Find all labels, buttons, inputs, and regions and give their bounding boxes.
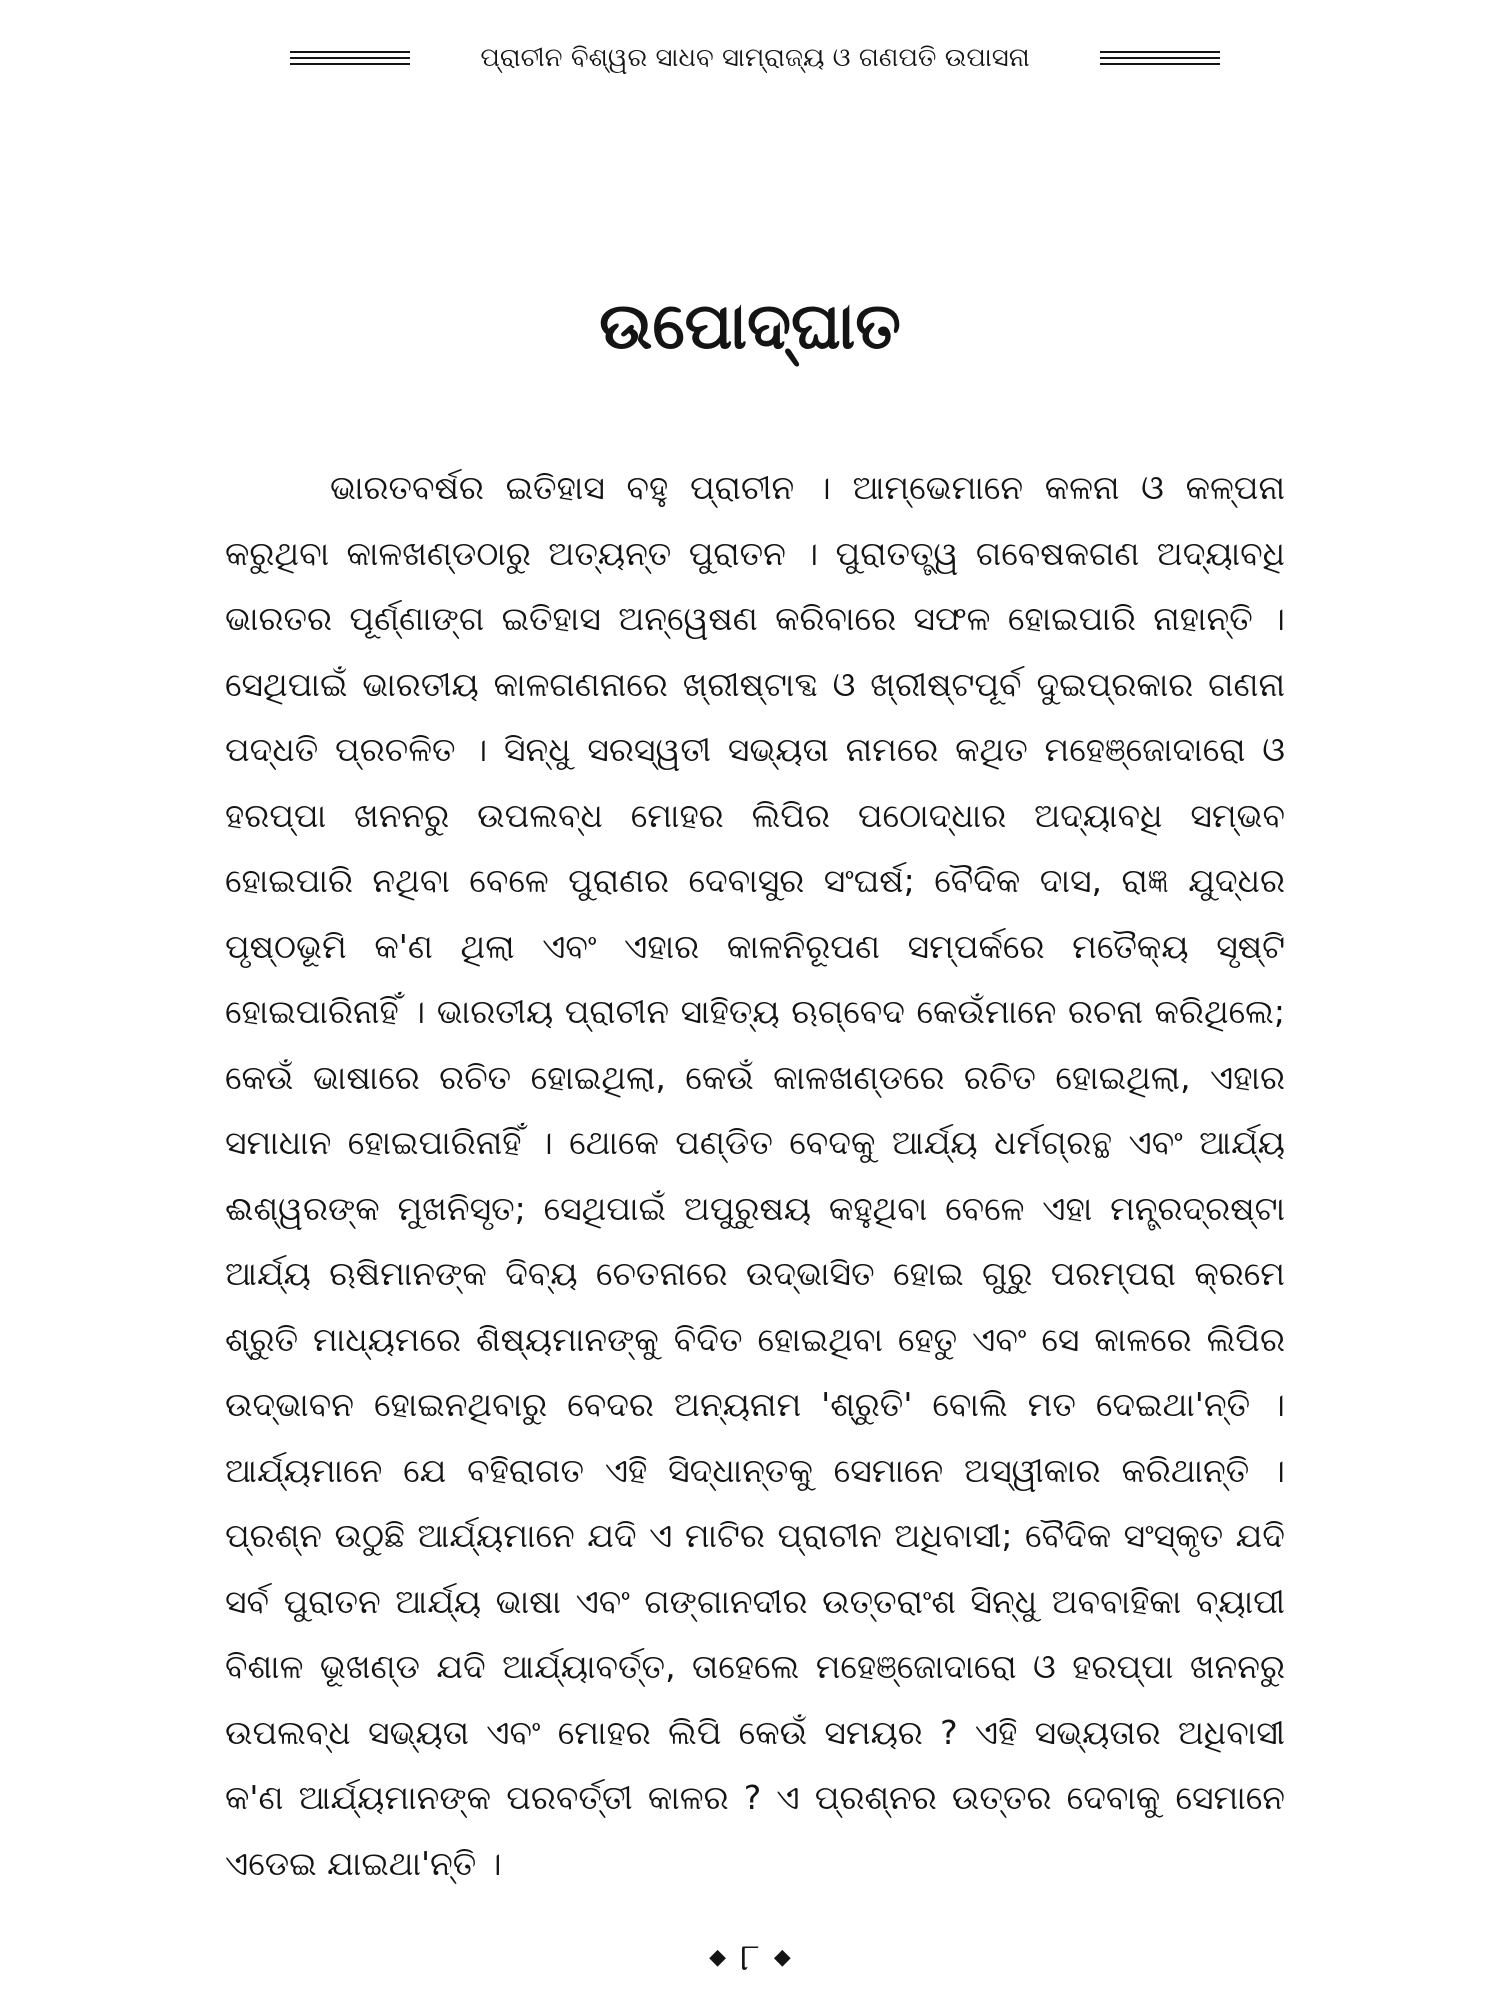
header-rule-left: [290, 51, 410, 65]
page-number: ୮: [740, 1935, 760, 1979]
body-text: [225, 455, 1285, 1896]
running-header-title: ପ୍ରାଚୀନ ବିଶ୍ୱର ସାଧବ ସାମ୍ରାଜ୍ୟ ଓ ଗଣପତି ଉପାସନା: [480, 42, 1030, 73]
folio-ornament-right: ◆: [773, 1945, 791, 1970]
header-rule-right: [1100, 51, 1220, 65]
page-folio: [0, 1935, 1500, 1980]
folio-ornament-left: ◆: [709, 1945, 727, 1970]
running-header: [290, 38, 1220, 78]
body-paragraph: ଭାରତବର୍ଷର ଇତିହାସ ବହୁ ପ୍ରାଚୀନ । ଆମ୍ଭେମାନେ କଳନା ଓ କଳ୍ପନା କରୁଥିବା କାଳଖଣ୍ଡଠାରୁ ଅତ୍ୟନ୍ତ ପୁରାତନ । ପୁରାତତ୍ତ୍ୱ ଗବେଷକଗଣ ଅଦ୍ୟାବଧି ଭାରତର ପୂର୍ଣ୍ଣାଙ୍ଗ ଇତିହାସ ଅନ୍ୱେଷଣ କରିବାରେ ସଫଳ ହୋଇପାରି ନାହାନ୍ତି । ସେଥିପାଇଁ ଭାରତୀୟ କାଳଗଣନାରେ ଖ୍ରୀଷ୍ଟାବ୍ଦ ଓ ଖ୍ରୀଷ୍ଟପୂର୍ବ ଦୁଇପ୍ରକାର ଗଣନା ପଦ୍ଧତି ପ୍ରଚଳିତ । ସିନ୍ଧୁ ସରସ୍ୱତୀ ସଭ୍ୟତା ନାମରେ କଥିତ ମହେଞ୍ଜୋଦାରୋ ଓ ହରପ୍ପା ଖନନରୁ ଉପଲବ୍ଧ ମୋହର ଲିପିର ପଠୋଦ୍ଧାର ଅଦ୍ୟାବଧି ସମ୍ଭବ ହୋଇପାରି ନଥିବା ବେଳେ ପୁରାଣର ଦେବାସୁର ସଂଘର୍ଷ; ବୈଦିକ ଦାସ, ରାଜ୍ଞ ଯୁଦ୍ଧର ପୃଷ୍ଠଭୂମି କ'ଣ ଥିଲା ଏବଂ ଏହାର କାଳନିରୂପଣ ସମ୍ପର୍କରେ ମତୈକ୍ୟ ସୃଷ୍ଟି ହୋଇପାରିନାହିଁ । ଭାରତୀୟ ପ୍ରାଚୀନ ସାହିତ୍ୟ ଋଗ୍‌ବେଦ କେଉଁମାନେ ରଚନା କରିଥିଲେ; କେଉଁ ଭାଷାରେ ରଚିତ ହୋଇଥିଲା, କେଉଁ କାଳଖଣ୍ଡରେ ରଚିତ ହୋଇଥିଲା, ଏହାର ସମାଧାନ ହୋଇପାରିନାହିଁ । ଥୋକେ ପଣ୍ଡିତ ବେଦକୁ ଆର୍ଯ୍ୟ ଧର୍ମଗ୍ରନ୍ଥ ଏବଂ ଆର୍ଯ୍ୟ ଈଶ୍ୱରଙ୍କ ମୁଖନିସୃତ; ସେଥିପାଇଁ ଅପୁରୁଷୟ କହୁଥିବା ବେଳେ ଏହା ମନ୍ତ୍ରଦ୍ରଷ୍ଟା ଆର୍ଯ୍ୟ ଋଷିମାନଙ୍କ ଦିବ୍ୟ ଚେତନାରେ ଉଦ୍ଭାସିତ ହୋଇ ଗୁରୁ ପରମ୍ପରା କ୍ରମେ ଶ୍ରୁତି ମାଧ୍ୟମରେ ଶିଷ୍ୟମାନଙ୍କୁ ବିଦିତ ହୋଇଥିବା ହେତୁ ଏବଂ ସେ କାଳରେ ଲିପିର ଉଦ୍ଭାବନ ହୋଇନଥିବାରୁ ବେଦର ଅନ୍ୟନାମ 'ଶ୍ରୁତି' ବୋଲି ମତ ଦେଇଥା'ନ୍ତି । ଆର୍ଯ୍ୟମାନେ ଯେ ବହିରାଗତ ଏହି ସିଦ୍ଧାନ୍ତକୁ ସେମାନେ ଅସ୍ୱୀକାର କରିଥାନ୍ତି । ପ୍ରଶ୍ନ ଉଠୁଛି ଆର୍ଯ୍ୟମାନେ ଯଦି ଏ ମାଟିର ପ୍ରାଚୀନ ଅଧିବାସୀ; ବୈଦିକ ସଂସ୍କୃତ ଯଦି ସର୍ବ ପୁରାତନ ଆର୍ଯ୍ୟ ଭାଷା ଏବଂ ଗଙ୍ଗାନଦୀର ଉତ୍ତରାଂଶ ସିନ୍ଧୁ ଅବବାହିକା ବ୍ୟାପୀ ବିଶାଳ ଭୂଖଣ୍ଡ ଯଦି ଆର୍ଯ୍ୟାବର୍ତ୍ତ, ତାହେଲେ ମହେଞ୍ଜୋଦାରୋ ଓ ହରପ୍ପା ଖନନରୁ ଉପଲବ୍ଧ ସଭ୍ୟତା ଏବଂ ମୋହର ଲିପି କେଉଁ ସମୟର ? ଏହି ସଭ୍ୟତାର ଅଧିବାସୀ କ'ଣ ଆର୍ଯ୍ୟମାନଙ୍କ ପରବର୍ତ୍ତୀ କାଳର ? ଏ ପ୍ରଶ୍ନର ଉତ୍ତର ଦେବାକୁ ସେମାନେ ଏଡେଇ ଯାଇଥା'ନ୍ତି ।: [225, 468, 1285, 1883]
chapter-title: ଉପୋଦ୍‌ଘାତ: [599, 290, 901, 364]
